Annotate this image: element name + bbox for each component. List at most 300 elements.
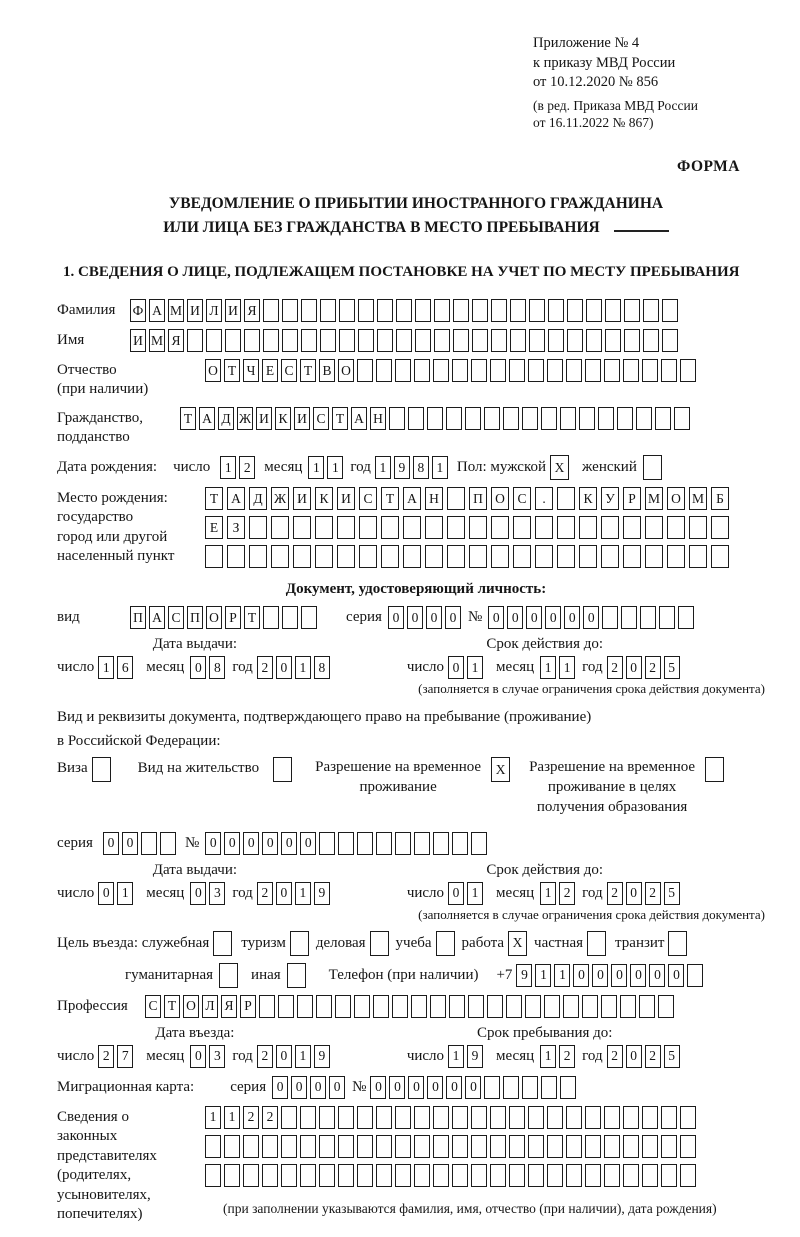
permit-number-cell: 0 (224, 832, 240, 855)
birth-place-cell (337, 516, 355, 539)
header-line-appendix: Приложение № 4 (533, 35, 640, 51)
representatives-cell (281, 1135, 297, 1158)
surname-cell (301, 299, 317, 322)
edu-permit-checkbox (705, 757, 727, 782)
citizenship-cell (503, 407, 519, 430)
doc-type-cell: П (130, 606, 146, 629)
doc-issue-month-cell: 0 (190, 656, 206, 679)
purpose-tourism-label: туризм (241, 934, 286, 951)
name-cell (244, 329, 260, 352)
purpose-transit-cell (668, 931, 687, 956)
name-cell (491, 329, 507, 352)
entry-month-cell: 0 (190, 1045, 206, 1068)
surname-cell (358, 299, 374, 322)
representatives-cell (300, 1135, 316, 1158)
name-cell (643, 329, 659, 352)
patronymic-label-line2: (при наличии) (57, 381, 149, 398)
birth-place-cell (293, 545, 311, 568)
residence-doc-paragraph (57, 705, 775, 753)
representatives-cell (357, 1164, 373, 1187)
phone-cell: 1 (554, 964, 570, 987)
stay-day-cell: 1 (448, 1045, 464, 1068)
profession-cell (449, 995, 465, 1018)
phone-field (516, 964, 706, 987)
representatives-cell (414, 1164, 430, 1187)
representatives-cell (680, 1106, 696, 1129)
representatives-cell (319, 1106, 335, 1129)
doc-type-cell: П (187, 606, 203, 629)
identity-doc-row (57, 606, 775, 629)
patronymic-label (57, 359, 205, 400)
permit-series-cell: 0 (122, 832, 138, 855)
patronymic-cell (680, 359, 696, 382)
title-blank-underline (614, 218, 669, 232)
birth-place-cell (359, 545, 377, 568)
purpose-humanitarian-cell (219, 963, 238, 988)
citizenship-cell (427, 407, 443, 430)
representatives-cell (300, 1106, 316, 1129)
name-cell (282, 329, 298, 352)
birth-place-label-line2: государство (57, 509, 134, 526)
permit-number-cell (414, 832, 430, 855)
doc-valid-line (407, 656, 683, 679)
migration-series-cell: 0 (310, 1076, 326, 1099)
birth-place-label (57, 487, 205, 567)
surname-cell (491, 299, 507, 322)
permit-series-cell: 0 (103, 832, 119, 855)
citizenship-cell: Ж (237, 407, 253, 430)
surname-cell (320, 299, 336, 322)
visa-checkbox (92, 757, 114, 782)
representatives-label-line3: представителях (57, 1147, 157, 1164)
purpose-other-label: иная (251, 966, 281, 983)
temp-permit-label-line1: Разрешение на временное (315, 758, 482, 775)
doc-number-cell (621, 606, 637, 629)
representatives-cell (357, 1106, 373, 1129)
header-reference (533, 34, 763, 132)
doc-issue-heading: Дата выдачи: (152, 635, 238, 652)
birth-day-cell: 2 (239, 456, 255, 479)
patronymic-cell: Е (262, 359, 278, 382)
permit-series-field (103, 832, 179, 855)
residence-permit-checkbox (273, 757, 295, 782)
doc-issue-col (57, 636, 333, 679)
permit-number-cell (357, 832, 373, 855)
doc-issue-month-label: месяц (146, 658, 185, 675)
permit-valid-month-field (540, 882, 578, 905)
purpose-official-cell (213, 931, 232, 956)
representatives-cell (490, 1106, 506, 1129)
edu-permit-label-line3: получения образования (536, 799, 688, 816)
permit-valid-month-cell: 2 (559, 882, 575, 905)
doc-series-cell: 0 (388, 606, 404, 629)
migration-series-cell: 0 (329, 1076, 345, 1099)
birth-place-cell (535, 545, 553, 568)
patronymic-cell (661, 359, 677, 382)
representatives-cell (566, 1164, 582, 1187)
doc-number-cell (602, 606, 618, 629)
entry-day-cell: 2 (98, 1045, 114, 1068)
permit-number-cell (471, 832, 487, 855)
birth-year-cell: 8 (413, 456, 429, 479)
doc-type-cell: Р (225, 606, 241, 629)
representatives-cell (471, 1106, 487, 1129)
birth-year-cell: 1 (432, 456, 448, 479)
surname-cell (396, 299, 412, 322)
representatives-cell (395, 1135, 411, 1158)
representatives-cell (490, 1164, 506, 1187)
birth-month-field (308, 456, 346, 479)
phone-label: Телефон (при наличии) (328, 966, 479, 983)
doc-number-cell (678, 606, 694, 629)
entry-day-cell: 7 (117, 1045, 133, 1068)
surname-cell (434, 299, 450, 322)
doc-valid-month-label: месяц (496, 658, 535, 675)
doc-type-field (130, 606, 320, 629)
doc-issue-day-label: число (57, 658, 95, 675)
permit-number-cell (338, 832, 354, 855)
permit-issue-year-label: год (232, 884, 253, 901)
profession-cell (544, 995, 560, 1018)
patronymic-cell (528, 359, 544, 382)
migration-number-cell: 0 (446, 1076, 462, 1099)
birth-place-cell (425, 516, 443, 539)
entry-day-label: число (57, 1047, 95, 1064)
doc-issue-line (57, 656, 333, 679)
entry-day-field (98, 1045, 136, 1068)
doc-issue-month-cell: 8 (209, 656, 225, 679)
representatives-cell (319, 1135, 335, 1158)
patronymic-cell (642, 359, 658, 382)
citizenship-cell: К (275, 407, 291, 430)
form-title-line2: ИЛИ ЛИЦА БЕЗ ГРАЖДАНСТВА В МЕСТО ПРЕБЫВАНИЯ (163, 218, 600, 236)
profession-cell (563, 995, 579, 1018)
permit-issue-year-field (257, 882, 333, 905)
doc-type-cell: О (206, 606, 222, 629)
purpose-tourism-cell (290, 931, 309, 956)
surname-cell (263, 299, 279, 322)
sex-male-label: Пол: мужской (456, 458, 547, 475)
patronymic-cell (452, 359, 468, 382)
permit-issue-col (57, 862, 333, 905)
stay-day-label: число (406, 1047, 445, 1064)
representatives-cell (433, 1106, 449, 1129)
purpose-transit-label: транзит (615, 934, 665, 951)
birth-day-field (220, 456, 258, 479)
profession-cell (297, 995, 313, 1018)
permit-issue-year-cell: 9 (314, 882, 330, 905)
migration-number-cell (522, 1076, 538, 1099)
birth-place-row3 (205, 545, 733, 568)
permit-issue-day-cell: 0 (98, 882, 114, 905)
birth-year-field (375, 456, 451, 479)
phone-prefix: +7 (496, 966, 513, 983)
representatives-cell (661, 1135, 677, 1158)
profession-cell (525, 995, 541, 1018)
surname-cell: М (168, 299, 184, 322)
patronymic-cell (414, 359, 430, 382)
stay-month-label: месяц (496, 1047, 535, 1064)
citizenship-label (57, 407, 180, 448)
patronymic-cell (395, 359, 411, 382)
identity-doc-heading: Документ, удостоверяющий личность: (285, 580, 547, 597)
stay-month-cell: 1 (540, 1045, 556, 1068)
residence-doc-line2: в Российской Федерации: (57, 732, 221, 749)
citizenship-cell: И (256, 407, 272, 430)
birth-place-cell (381, 545, 399, 568)
migration-number-cell: 0 (408, 1076, 424, 1099)
doc-number-label: № (467, 608, 483, 625)
permit-series-label: серия (57, 834, 93, 851)
birth-place-cell: М (689, 487, 707, 510)
profession-cell (601, 995, 617, 1018)
doc-dates-block (57, 636, 775, 679)
representatives-cell (433, 1135, 449, 1158)
representatives-cell (205, 1135, 221, 1158)
permit-number-field (205, 832, 490, 855)
doc-valid-day-label: число (406, 658, 445, 675)
doc-number-cell: 0 (526, 606, 542, 629)
name-cell: М (149, 329, 165, 352)
purpose-private-label: частная (534, 934, 584, 951)
surname-cell (415, 299, 431, 322)
phone-cell: 1 (535, 964, 551, 987)
citizenship-cell (579, 407, 595, 430)
doc-type-label: вид (57, 608, 80, 625)
profession-cell (278, 995, 294, 1018)
patronymic-cell: Т (224, 359, 240, 382)
birth-place-cell: К (579, 487, 597, 510)
birth-place-block (57, 487, 775, 574)
representatives-label-line5: усыновителях, (57, 1186, 151, 1203)
representatives-cell (357, 1135, 373, 1158)
doc-issue-month-field (190, 656, 228, 679)
stay-year-cell: 0 (626, 1045, 642, 1068)
stay-day-cell: 9 (467, 1045, 483, 1068)
purpose-study-cell (436, 931, 455, 956)
doc-number-cell: 0 (545, 606, 561, 629)
birth-day-cell: 1 (220, 456, 236, 479)
birth-place-row2 (205, 516, 733, 539)
birth-place-cell: Д (249, 487, 267, 510)
profession-cell (658, 995, 674, 1018)
doc-valid-heading: Срок действия до: (486, 635, 604, 652)
doc-valid-day-cell: 1 (467, 656, 483, 679)
migration-series-cell: 0 (272, 1076, 288, 1099)
migration-card-label: Миграционная карта: (57, 1078, 195, 1095)
doc-issue-day-cell: 1 (98, 656, 114, 679)
surname-cell (377, 299, 393, 322)
representatives-cell (680, 1164, 696, 1187)
birth-place-cell (711, 545, 729, 568)
entry-year-field (257, 1045, 333, 1068)
entry-date-heading: Дата въезда: (155, 1024, 235, 1041)
migration-series-label: серия (230, 1078, 267, 1095)
permit-valid-day-cell: 0 (448, 882, 464, 905)
doc-type-cell: С (168, 606, 184, 629)
name-cell (358, 329, 374, 352)
birth-place-cell: К (315, 487, 333, 510)
name-cell (301, 329, 317, 352)
representatives-cell (338, 1164, 354, 1187)
birth-place-cell (271, 516, 289, 539)
birth-place-cell (579, 516, 597, 539)
entry-purpose-row (57, 931, 775, 956)
doc-number-cell: 0 (488, 606, 504, 629)
entry-purpose-row2 (57, 963, 775, 988)
migration-number-cell (503, 1076, 519, 1099)
citizenship-cell (617, 407, 633, 430)
permit-number-cell: 0 (205, 832, 221, 855)
representatives-row3 (205, 1164, 699, 1187)
citizenship-cell (408, 407, 424, 430)
birth-year-cell: 9 (394, 456, 410, 479)
doc-type-cell: Т (244, 606, 260, 629)
profession-cell (259, 995, 275, 1018)
representatives-cell (376, 1106, 392, 1129)
patronymic-cell: В (319, 359, 335, 382)
doc-issue-day-field (98, 656, 136, 679)
representatives-cell (300, 1164, 316, 1187)
representatives-cell (642, 1106, 658, 1129)
name-cell (624, 329, 640, 352)
representatives-cell (509, 1106, 525, 1129)
purpose-private-checkbox (587, 931, 609, 956)
birth-place-cell: О (667, 487, 685, 510)
name-cell (510, 329, 526, 352)
doc-number-cell: 0 (564, 606, 580, 629)
doc-valid-col (407, 636, 683, 679)
form-title (57, 192, 775, 240)
temp-permit-label (315, 757, 481, 798)
doc-valid-year-cell: 2 (645, 656, 661, 679)
name-cell (605, 329, 621, 352)
edu-permit-label-line1: Разрешение на временное (529, 758, 696, 775)
representatives-label-line2: законных (57, 1128, 118, 1145)
edu-permit-label (529, 757, 695, 818)
doc-valid-month-cell: 1 (559, 656, 575, 679)
birth-place-cell (623, 516, 641, 539)
name-cell (453, 329, 469, 352)
surname-cell (472, 299, 488, 322)
permit-issue-day-field (98, 882, 136, 905)
representatives-cell (243, 1135, 259, 1158)
birth-place-cell (689, 516, 707, 539)
migration-series-cell: 0 (291, 1076, 307, 1099)
name-cell (225, 329, 241, 352)
patronymic-cell (585, 359, 601, 382)
birth-place-cell: . (535, 487, 553, 510)
profession-cell (411, 995, 427, 1018)
purpose-work-label: работа (461, 934, 505, 951)
birth-place-cell (381, 516, 399, 539)
birth-place-cell: А (403, 487, 421, 510)
representatives-cell (376, 1135, 392, 1158)
permit-number-cell (433, 832, 449, 855)
birth-place-cell (447, 545, 465, 568)
citizenship-cell (522, 407, 538, 430)
representatives-cell (604, 1135, 620, 1158)
permit-series-row (57, 832, 775, 855)
surname-cell (529, 299, 545, 322)
patronymic-cell: С (281, 359, 297, 382)
representatives-cell (433, 1164, 449, 1187)
temp-permit-cell: X (491, 757, 510, 782)
permit-number-cell: 0 (300, 832, 316, 855)
representatives-cell (224, 1135, 240, 1158)
surname-cell (548, 299, 564, 322)
purpose-official-checkbox (213, 931, 235, 956)
representatives-cell (224, 1164, 240, 1187)
migration-card-row (57, 1076, 775, 1099)
citizenship-cell: Н (370, 407, 386, 430)
permit-number-cell: 0 (281, 832, 297, 855)
birth-year-label: год (350, 458, 371, 475)
purpose-work-checkbox (508, 931, 530, 956)
residence-permit-cell (273, 757, 292, 782)
residence-permit-label: Вид на жительство (137, 759, 260, 776)
birth-place-cell (491, 516, 509, 539)
migration-number-cell (560, 1076, 576, 1099)
representatives-cell (623, 1135, 639, 1158)
birth-place-cell (491, 545, 509, 568)
migration-number-cell (484, 1076, 500, 1099)
patronymic-row (57, 359, 775, 400)
name-cell (472, 329, 488, 352)
permit-issue-month-field (190, 882, 228, 905)
representatives-cell (262, 1164, 278, 1187)
birth-place-cell (535, 516, 553, 539)
birth-place-cell (271, 545, 289, 568)
sex-male-cell: X (550, 455, 569, 480)
birth-place-cell (249, 516, 267, 539)
representatives-cell (395, 1164, 411, 1187)
doc-number-cell (640, 606, 656, 629)
profession-cell (373, 995, 389, 1018)
phone-cell: 9 (516, 964, 532, 987)
patronymic-cell (623, 359, 639, 382)
representatives-cell (471, 1135, 487, 1158)
entry-year-label: год (232, 1047, 253, 1064)
profession-cell: Р (240, 995, 256, 1018)
stay-year-field (607, 1045, 683, 1068)
entry-year-cell: 1 (295, 1045, 311, 1068)
name-cell: Я (168, 329, 184, 352)
surname-cell: Л (206, 299, 222, 322)
edu-permit-cell (705, 757, 724, 782)
patronymic-cell (604, 359, 620, 382)
birth-place-cell (711, 516, 729, 539)
header-line-edition: (в ред. Приказа МВД России (533, 97, 698, 113)
entry-year-cell: 2 (257, 1045, 273, 1068)
permit-valid-day-cell: 1 (467, 882, 483, 905)
profession-cell (430, 995, 446, 1018)
representatives-cell (452, 1106, 468, 1129)
representatives-block (57, 1106, 775, 1225)
surname-cell: Ф (130, 299, 146, 322)
representatives-cell (471, 1164, 487, 1187)
permit-series-cell (160, 832, 176, 855)
birth-place-cell: С (359, 487, 377, 510)
permit-number-cell (395, 832, 411, 855)
profession-field (145, 995, 677, 1018)
birth-place-cell (667, 516, 685, 539)
citizenship-cell (541, 407, 557, 430)
permit-number-cell (376, 832, 392, 855)
birth-place-cell (601, 516, 619, 539)
patronymic-cell: О (205, 359, 221, 382)
purpose-other-cell (287, 963, 306, 988)
